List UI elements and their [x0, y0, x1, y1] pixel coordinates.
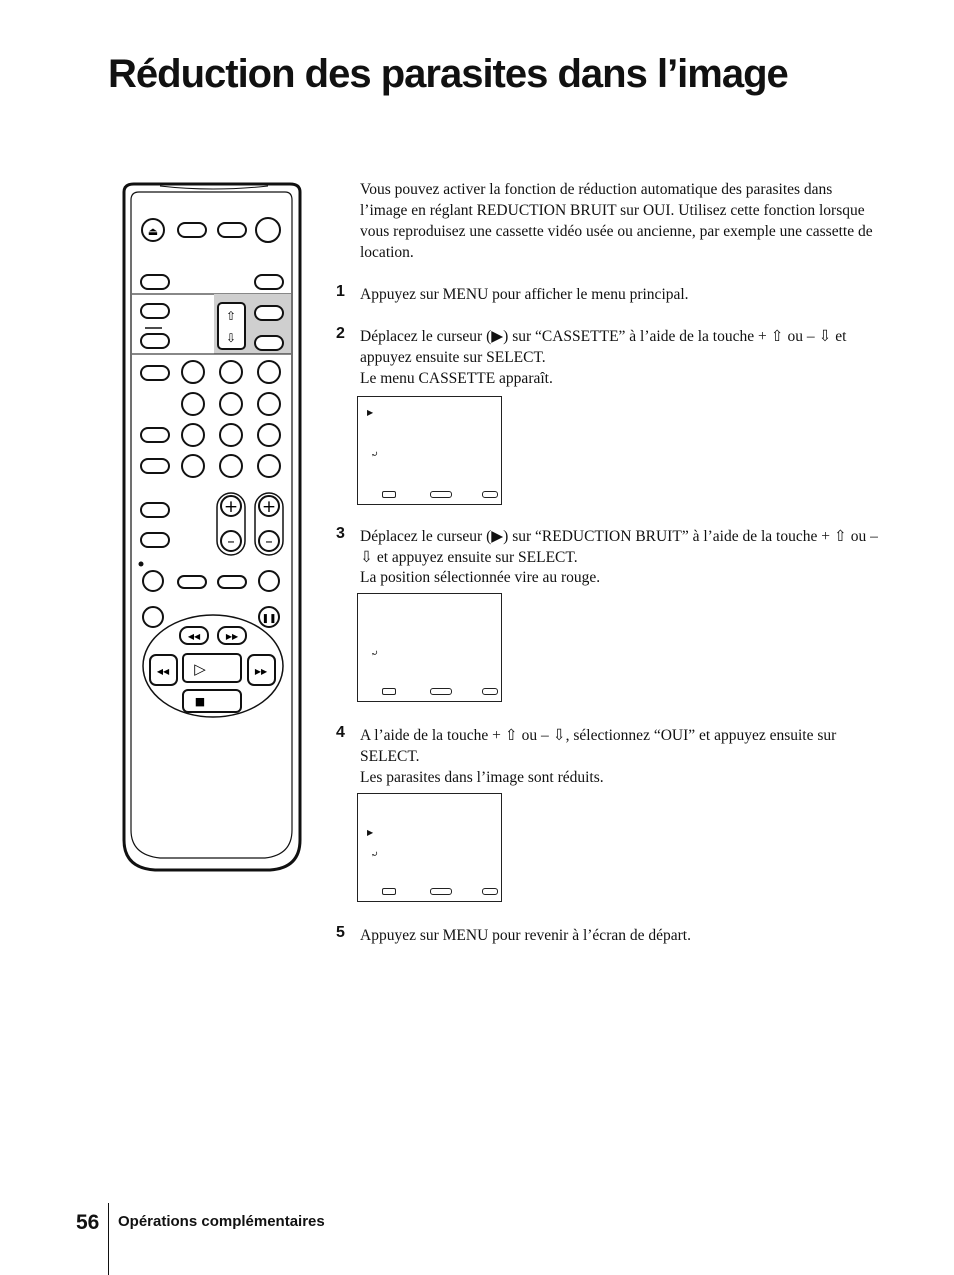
- remote-button[interactable]: [255, 275, 283, 289]
- screen-button-icon: [382, 688, 396, 695]
- remote-button[interactable]: [141, 503, 169, 517]
- screen-button-icon: [382, 491, 396, 498]
- page-title: Réduction des parasites dans l’image: [108, 52, 788, 96]
- number-button[interactable]: [220, 455, 242, 477]
- remote-button[interactable]: [255, 306, 283, 320]
- number-button[interactable]: [220, 393, 242, 415]
- page-number: 56: [76, 1211, 100, 1234]
- step-number: 3: [336, 525, 345, 542]
- tv-screen-noise-reduction: [357, 793, 502, 902]
- footer-divider: [108, 1203, 109, 1275]
- rewind-icon: ◀◀: [156, 667, 170, 676]
- number-button[interactable]: [258, 361, 280, 383]
- remote-button[interactable]: [141, 304, 169, 318]
- remote-button[interactable]: [143, 607, 163, 627]
- up-arrow-icon: ⇧: [225, 309, 237, 323]
- slow-plus-button[interactable]: [218, 576, 246, 588]
- intro-paragraph: Vous pouvez activer la fonction de réduction automatique des parasites dans l’image en réglant REDUCTION BRUIT sur OUI. Utilisez cette fonction lorsque vous reproduisez une cassette vidéo usée ou ancienne, par exemple une cassette de location.: [360, 181, 873, 261]
- return-icon: ⤾: [371, 849, 379, 859]
- step-text: Appuyez sur MENU pour afficher le menu principal.: [360, 286, 689, 303]
- step-note: Les parasites dans l’image sont réduits.: [360, 769, 604, 786]
- step-number: 5: [336, 924, 345, 941]
- remote-button[interactable]: [178, 223, 206, 237]
- number-button[interactable]: [258, 455, 280, 477]
- remote-button[interactable]: [141, 275, 169, 289]
- power-button[interactable]: [256, 218, 280, 242]
- minus-icon: –: [227, 532, 235, 550]
- number-button[interactable]: [182, 361, 204, 383]
- pause-icon: ❚❚: [261, 614, 277, 624]
- play-button[interactable]: [183, 654, 241, 682]
- rec-button[interactable]: [143, 571, 163, 591]
- plus-icon: +: [223, 497, 239, 517]
- remote-button[interactable]: [141, 459, 169, 473]
- remote-button[interactable]: [141, 366, 169, 380]
- step-text: A l’aide de la touche + ⇧ ou – ⇩, sélectionnez “OUI” et appuyez ensuite sur SELECT.: [360, 727, 837, 765]
- number-button[interactable]: [182, 424, 204, 446]
- number-button[interactable]: [182, 393, 204, 415]
- screen-button-icon: [430, 491, 452, 498]
- number-button[interactable]: [220, 424, 242, 446]
- number-button[interactable]: [258, 424, 280, 446]
- screen-button-icon: [482, 888, 498, 895]
- screen-button-icon: [382, 888, 396, 895]
- step-number: 2: [336, 325, 345, 342]
- screen-button-icon: [430, 688, 452, 695]
- screen-button-icon: [430, 888, 452, 895]
- tv-screen-cassette: [357, 593, 502, 702]
- minus-icon: –: [265, 532, 273, 550]
- step-text: Déplacez le curseur (▶) sur “REDUCTION BRUIT” à l’aide de la touche + ⇧ ou – ⇩ et appuyez ensuite sur SELECT.: [360, 528, 878, 566]
- return-icon: ⤾: [371, 648, 379, 658]
- screen-button-icon: [482, 688, 498, 695]
- step-number: 1: [336, 283, 345, 300]
- number-button[interactable]: [220, 361, 242, 383]
- remote-button[interactable]: [141, 533, 169, 547]
- cursor-icon: ▶: [367, 408, 374, 417]
- rewind-icon: ◀◀: [187, 632, 201, 641]
- play-icon: ▷: [194, 660, 206, 678]
- down-arrow-icon: ⇩: [225, 331, 237, 345]
- remote-button[interactable]: [141, 334, 169, 348]
- remote-button[interactable]: [141, 428, 169, 442]
- fast-forward-icon: ▶▶: [254, 667, 268, 676]
- number-button[interactable]: [258, 393, 280, 415]
- eject-icon: ⏏: [147, 225, 159, 238]
- remote-button[interactable]: [259, 571, 279, 591]
- remote-button[interactable]: [218, 223, 246, 237]
- tv-screen-menu: [357, 396, 502, 505]
- cursor-icon: ▶: [367, 828, 374, 837]
- step-note: La position sélectionnée vire au rouge.: [360, 569, 601, 586]
- step-text: Déplacez le curseur (▶) sur “CASSETTE” à l’aide de la touche + ⇧ ou – ⇩ et appuyez ensuite sur SELECT.: [360, 328, 847, 366]
- rec-dot-icon: [139, 562, 144, 567]
- stop-icon: ■: [194, 695, 206, 708]
- remote-control-illustration: [120, 180, 305, 875]
- step-number: 4: [336, 724, 345, 741]
- plus-icon: +: [261, 497, 277, 517]
- fast-forward-icon: ▶▶: [225, 632, 239, 641]
- step-text: Appuyez sur MENU pour revenir à l’écran de départ.: [360, 927, 691, 944]
- slow-minus-button[interactable]: [178, 576, 206, 588]
- screen-button-icon: [482, 491, 498, 498]
- step-note: Le menu CASSETTE apparaît.: [360, 370, 553, 387]
- return-icon: ⤾: [371, 449, 379, 459]
- number-button[interactable]: [182, 455, 204, 477]
- stop-button[interactable]: [183, 690, 241, 712]
- remote-button[interactable]: [255, 336, 283, 350]
- section-title: Opérations complémentaires: [118, 1213, 325, 1230]
